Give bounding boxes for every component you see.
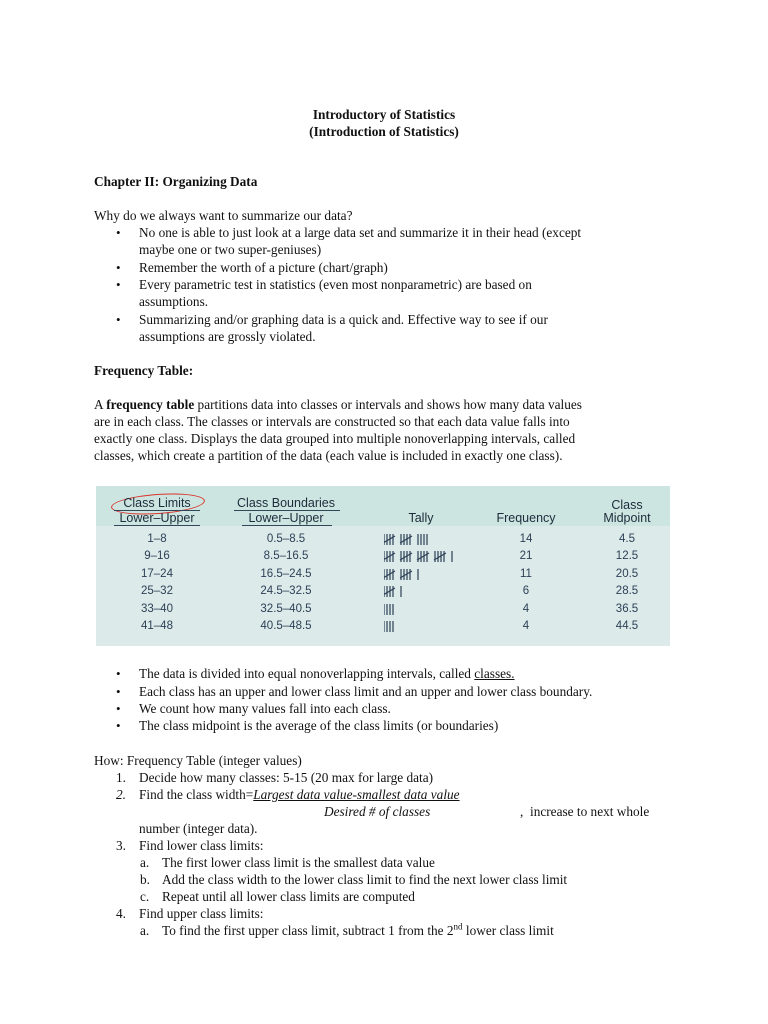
cell-frequency: 14 bbox=[519, 533, 533, 545]
bullet-marker: • bbox=[116, 701, 121, 716]
cell-tally-marks bbox=[384, 533, 504, 547]
paragraph-line-2: are in each class. The classes or intervals are constructed so that each data value falls into bbox=[94, 414, 570, 429]
header-boundaries-lower-upper: Lower–Upper bbox=[248, 511, 324, 525]
header-frequency: Frequency bbox=[496, 511, 556, 525]
formula-comma: , bbox=[520, 804, 524, 819]
superscript: nd bbox=[453, 921, 463, 932]
bullet-marker: • bbox=[116, 312, 121, 327]
cell-class-limits: 1–8 bbox=[147, 533, 167, 545]
cell-midpoint: 12.5 bbox=[615, 550, 639, 563]
cell-midpoint: 28.5 bbox=[615, 585, 639, 598]
substep-letter: a. bbox=[140, 855, 150, 870]
chapter-heading: Chapter II: Organizing Data bbox=[94, 174, 258, 189]
header-class-boundaries: Class Boundaries bbox=[237, 496, 335, 510]
cell-tally-marks bbox=[384, 568, 504, 582]
cell-class-boundaries: 24.5–32.5 bbox=[260, 585, 312, 598]
cell-class-limits: 17–24 bbox=[141, 567, 173, 580]
header-underline bbox=[234, 510, 340, 511]
cell-midpoint: 44.5 bbox=[615, 620, 639, 632]
notes-bullet-1: The data is divided into equal nonoverlapping intervals, called classes. bbox=[139, 666, 515, 681]
step-3c: Repeat until all lower class limits are computed bbox=[162, 889, 415, 904]
cell-class-limits: 25–32 bbox=[141, 585, 173, 598]
why-bullet-1-line-2: maybe one or two super-geniuses) bbox=[139, 242, 322, 257]
step-4: Find upper class limits: bbox=[139, 906, 264, 921]
formula-numerator: Largest data value-smallest data value bbox=[253, 787, 460, 802]
paragraph-line-4: classes, which create a partition of the data (each value is included in exactly one class). bbox=[94, 448, 563, 463]
cell-tally-marks bbox=[384, 550, 504, 564]
header-class: Class bbox=[611, 498, 643, 512]
notes-bullet-4: The class midpoint is the average of the class limits (or boundaries) bbox=[139, 718, 499, 733]
why-bullet-3-line-1: Every parametric test in statistics (even most nonparametric) are based on bbox=[139, 277, 532, 292]
why-bullet-4-line-2: assumptions are grossly violated. bbox=[139, 329, 316, 344]
header-limits-lower-upper: Lower–Upper bbox=[119, 511, 195, 525]
header-underline bbox=[114, 510, 200, 511]
step-1: Decide how many classes: 5-15 (20 max for large data) bbox=[139, 770, 434, 785]
substep-letter: a. bbox=[140, 923, 150, 938]
frequency-table-figure bbox=[96, 486, 670, 646]
cell-frequency: 4 bbox=[522, 602, 530, 615]
why-bullet-2-line-1: Remember the worth of a picture (chart/graph) bbox=[139, 260, 388, 275]
how-heading: How: Frequency Table (integer values) bbox=[94, 753, 302, 768]
header-underline bbox=[242, 525, 332, 526]
header-underline bbox=[114, 525, 200, 526]
substep-letter: c. bbox=[140, 889, 150, 904]
step-number: 1. bbox=[116, 770, 126, 785]
step-number: 3. bbox=[116, 838, 126, 853]
cell-tally-marks bbox=[384, 585, 504, 599]
document-title: Introductory of Statistics bbox=[312, 107, 456, 122]
step-3: Find lower class limits: bbox=[139, 838, 264, 853]
cell-class-boundaries: 40.5–48.5 bbox=[260, 620, 312, 632]
step-2-continued-line: number (integer data). bbox=[139, 821, 258, 836]
cell-tally-marks bbox=[384, 603, 504, 617]
header-class-limits: Class Limits bbox=[123, 496, 191, 510]
cell-class-limits: 33–40 bbox=[141, 602, 173, 615]
bullet-marker: • bbox=[116, 666, 121, 681]
step-4a: To find the first upper class limit, subtract 1 from the 2nd lower class limit bbox=[162, 921, 554, 938]
document-subtitle: (Introduction of Statistics) bbox=[309, 124, 459, 139]
bullet-marker: • bbox=[116, 225, 121, 240]
paragraph-line-1: A frequency table partitions data into classes or intervals and shows how many data values bbox=[94, 397, 582, 412]
header-midpoint: Midpoint bbox=[603, 511, 651, 525]
step-3b: Add the class width to the lower class limit to find the next lower class limit bbox=[162, 872, 568, 887]
cell-class-limits: 9–16 bbox=[144, 550, 170, 563]
why-bullet-4-line-1: Summarizing and/or graphing data is a quick and. Effective way to see if our bbox=[139, 312, 548, 327]
why-bullet-1-line-1: No one is able to just look at a large data set and summarize it in their head (except bbox=[139, 225, 582, 240]
why-bullet-3-line-2: assumptions. bbox=[139, 294, 209, 309]
cell-frequency: 21 bbox=[519, 550, 533, 563]
cell-class-boundaries: 8.5–16.5 bbox=[263, 550, 309, 563]
bullet-marker: • bbox=[116, 277, 121, 292]
formula-denominator: Desired # of classes bbox=[324, 804, 431, 819]
cell-frequency: 6 bbox=[522, 585, 530, 598]
cell-midpoint: 20.5 bbox=[615, 567, 639, 580]
why-question: Why do we always want to summarize our data? bbox=[94, 208, 353, 223]
step-3a: The first lower class limit is the smallest data value bbox=[162, 855, 435, 870]
cell-class-boundaries: 16.5–24.5 bbox=[260, 567, 312, 580]
step-number: 2. bbox=[116, 787, 126, 802]
cell-class-boundaries: 32.5–40.5 bbox=[260, 602, 312, 615]
cell-frequency: 11 bbox=[520, 567, 532, 580]
cell-frequency: 4 bbox=[522, 620, 530, 632]
cell-class-limits: 41–48 bbox=[141, 620, 173, 632]
bullet-marker: • bbox=[116, 260, 121, 275]
cell-tally-marks bbox=[384, 620, 504, 634]
step-2: Find the class width=Largest data value-smallest data value bbox=[139, 787, 460, 802]
cell-midpoint: 36.5 bbox=[615, 602, 639, 615]
notes-bullet-2: Each class has an upper and lower class limit and an upper and lower class boundary. bbox=[139, 684, 593, 699]
step-2-continued: increase to next whole bbox=[530, 804, 650, 819]
header-tally: Tally bbox=[408, 511, 434, 525]
cell-midpoint: 4.5 bbox=[619, 533, 635, 545]
paragraph-line-3: exactly one class. Displays the data grouped into multiple nonoverlapping intervals, called bbox=[94, 431, 576, 446]
bullet-marker: • bbox=[116, 718, 121, 733]
bullet-marker: • bbox=[116, 684, 121, 699]
underlined-term: classes. bbox=[474, 666, 515, 681]
bold-term: frequency table bbox=[106, 397, 195, 412]
notes-bullet-3: We count how many values fall into each class. bbox=[139, 701, 391, 716]
cell-class-boundaries: 0.5–8.5 bbox=[266, 533, 306, 545]
frequency-table-heading: Frequency Table: bbox=[94, 363, 194, 378]
step-number: 4. bbox=[116, 906, 126, 921]
substep-letter: b. bbox=[140, 872, 150, 887]
